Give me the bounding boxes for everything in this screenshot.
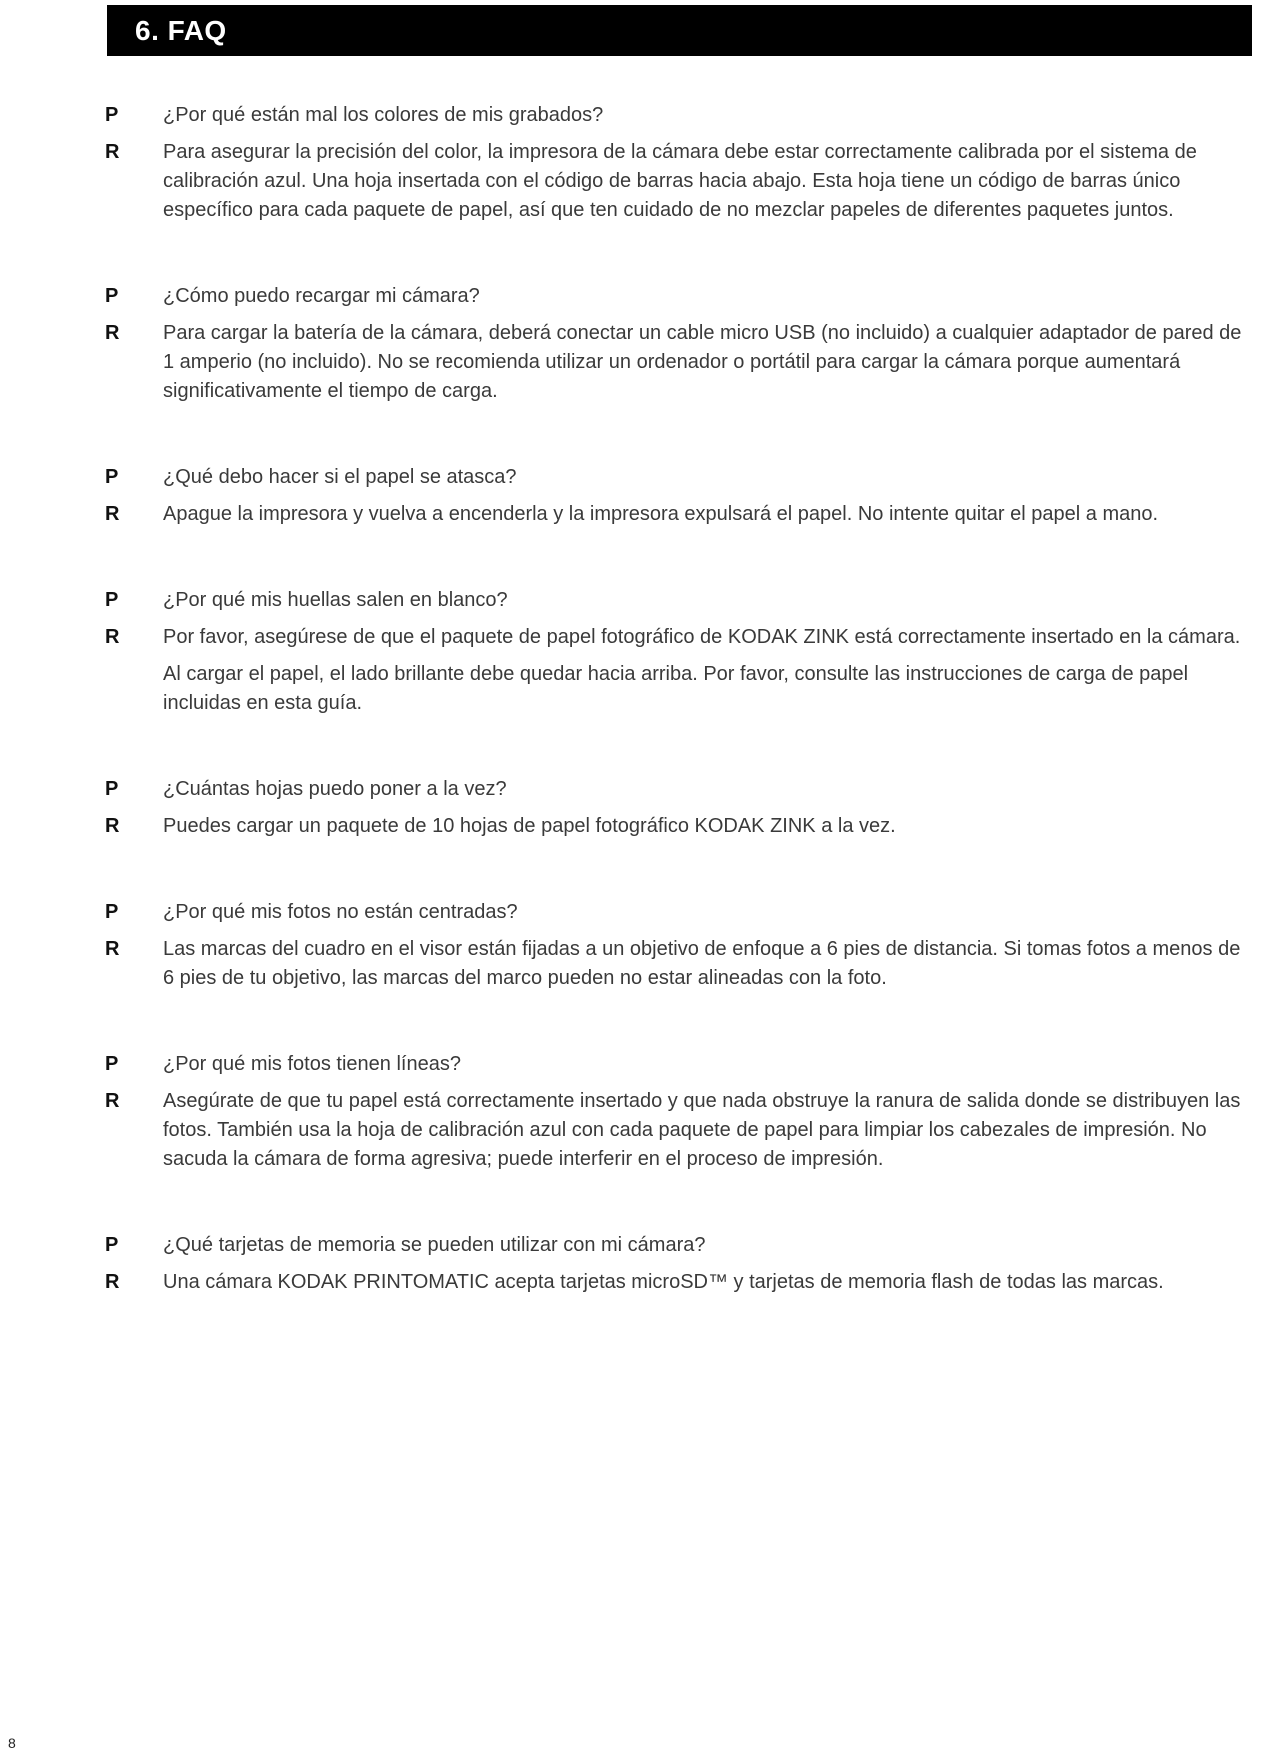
- answer-marker: R: [105, 1090, 120, 1112]
- faq-question-row: [105, 463, 1255, 492]
- question-marker: P: [105, 1053, 119, 1075]
- faq-question-row: [105, 586, 1255, 615]
- faq-answer-paragraph: Una cámara KODAK PRINTOMATIC acepta tarjetas microSD™ y tarjetas de memoria flash de todas las marcas.: [163, 1271, 1164, 1293]
- faq-answer: [163, 138, 1255, 225]
- faq-answer: [163, 623, 1255, 718]
- section-header: [107, 5, 1252, 56]
- faq-item: [105, 586, 1255, 718]
- faq-item: [105, 775, 1255, 841]
- faq-question-row: [105, 898, 1255, 927]
- faq-answer-paragraph: Puedes cargar un paquete de 10 hojas de papel fotográfico KODAK ZINK a la vez.: [163, 815, 896, 837]
- faq-question-row: [105, 101, 1255, 130]
- question-marker: P: [105, 589, 119, 611]
- question-marker: P: [105, 901, 119, 923]
- faq-answer-paragraph: Al cargar el papel, el lado brillante debe quedar hacia arriba. Por favor, consulte las instrucciones de carga de papel incluidas en esta guía.: [163, 663, 1189, 714]
- faq-answer: [163, 812, 1255, 841]
- faq-question: ¿Por qué mis fotos no están centradas?: [163, 901, 518, 923]
- section-title: 6. FAQ: [135, 15, 227, 46]
- faq-question-row: [105, 1231, 1255, 1260]
- faq-answer-row: [105, 1087, 1255, 1174]
- answer-marker: R: [105, 938, 120, 960]
- faq-answer-paragraph: Para cargar la batería de la cámara, deberá conectar un cable micro USB (no incluido) a cualquier adaptador de pared de 1 amperio (no incluido). No se recomienda utilizar un ordenador o portátil para cargar la cámara porque aumentará significativamente el tiempo de carga.: [163, 322, 1242, 402]
- faq-answer: [163, 319, 1255, 406]
- faq-answer-row: [105, 812, 1255, 841]
- answer-marker: R: [105, 1271, 120, 1293]
- faq-question-row: [105, 1050, 1255, 1079]
- faq-question: ¿Cuántas hojas puedo poner a la vez?: [163, 778, 507, 800]
- faq-item: [105, 101, 1255, 225]
- question-marker: P: [105, 778, 119, 800]
- faq-question: ¿Qué tarjetas de memoria se pueden utilizar con mi cámara?: [163, 1234, 706, 1256]
- faq-answer-row: [105, 500, 1255, 529]
- question-marker: P: [105, 104, 119, 126]
- faq-answer-row: [105, 623, 1255, 718]
- faq-answer-paragraph: Apague la impresora y vuelva a encenderla y la impresora expulsará el papel. No intente quitar el papel a mano.: [163, 503, 1159, 525]
- answer-marker: R: [105, 815, 120, 837]
- faq-question: ¿Por qué mis fotos tienen líneas?: [163, 1053, 461, 1075]
- answer-marker: R: [105, 141, 120, 163]
- faq-question: ¿Cómo puedo recargar mi cámara?: [163, 285, 480, 307]
- faq-answer-row: [105, 138, 1255, 225]
- answer-marker: R: [105, 322, 120, 344]
- faq-list: [105, 101, 1255, 1354]
- faq-answer: [163, 935, 1255, 993]
- question-marker: P: [105, 1234, 119, 1256]
- faq-question: ¿Qué debo hacer si el papel se atasca?: [163, 466, 517, 488]
- answer-marker: R: [105, 503, 120, 525]
- faq-answer-row: [105, 935, 1255, 993]
- faq-answer-paragraph: Por favor, asegúrese de que el paquete de papel fotográfico de KODAK ZINK está correctamente insertado en la cámara.: [163, 626, 1241, 648]
- faq-answer: [163, 1087, 1255, 1174]
- faq-item: [105, 282, 1255, 406]
- faq-answer-paragraph: Para asegurar la precisión del color, la impresora de la cámara debe estar correctamente calibrada por el sistema de calibración azul. Una hoja insertada con el código de barras hacia abajo. Esta hoja tiene un código de barras único específico para cada paquete de papel, así que ten cuidado de no mezclar papeles de diferentes paquetes juntos.: [163, 141, 1197, 221]
- faq-answer-paragraph: Asegúrate de que tu papel está correctamente insertado y que nada obstruye la ranura de salida donde se distribuyen las fotos. También usa la hoja de calibración azul con cada paquete de papel para limpiar los cabezales de impresión. No sacuda la cámara de forma agresiva; puede interferir en el proceso de impresión.: [163, 1090, 1241, 1170]
- faq-question-row: [105, 282, 1255, 311]
- faq-answer-row: [105, 1268, 1255, 1297]
- faq-question: ¿Por qué están mal los colores de mis grabados?: [163, 104, 604, 126]
- answer-marker: R: [105, 626, 120, 648]
- faq-item: [105, 898, 1255, 993]
- page-number: 8: [8, 1735, 16, 1751]
- faq-item: [105, 463, 1255, 529]
- faq-answer: [163, 500, 1255, 529]
- faq-answer-row: [105, 319, 1255, 406]
- faq-item: [105, 1231, 1255, 1297]
- question-marker: P: [105, 285, 119, 307]
- faq-item: [105, 1050, 1255, 1174]
- faq-answer-paragraph: Las marcas del cuadro en el visor están fijadas a un objetivo de enfoque a 6 pies de distancia. Si tomas fotos a menos de 6 pies de tu objetivo, las marcas del marco pueden no estar alineadas con la foto.: [163, 938, 1241, 989]
- faq-question-row: [105, 775, 1255, 804]
- question-marker: P: [105, 466, 119, 488]
- faq-question: ¿Por qué mis huellas salen en blanco?: [163, 589, 508, 611]
- faq-answer: [163, 1268, 1255, 1297]
